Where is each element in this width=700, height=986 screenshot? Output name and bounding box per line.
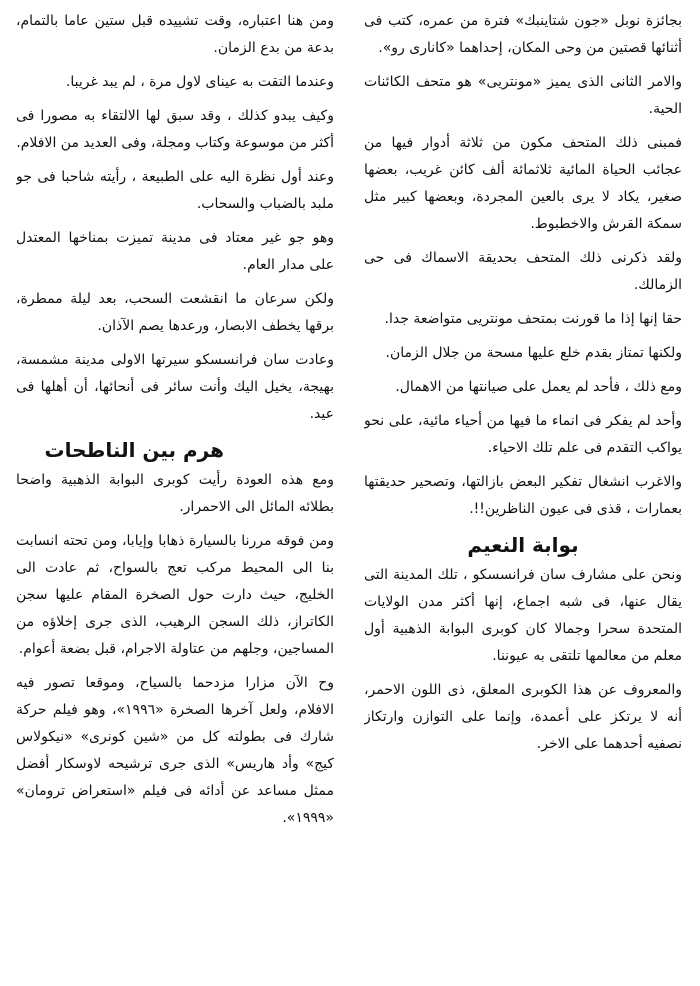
paragraph: والمعروف عن هذا الكوبرى المعلق، ذى اللون الاحمر، أنه لا يرتكز على أعمدة، وإنما على التوازن وارتكاز نصفيه أحدهما على الاخر. (364, 682, 682, 752)
paragraph: وح الآن مزارا مزدحما بالسياح، وموقعا تصور فيه الافلام، ولعل آخرها الصخرة «١٩٩٦»، وهو فيلم حركة شارك فى بطولته كل من «شين كونرى» «نيكولاس كيج» وأد هاريس» الذى جرى ترشيحه لاوسكار أفضل ممثل مساعد عن أدائه فى فيلم «استعراض ترومان» «١٩٩٩». (16, 675, 334, 826)
paragraph: ومع هذه العودة رأيت كوبرى البوابة الذهبية واضحا بطلائه المائل الى الاحمرار. (16, 472, 334, 515)
paragraph: وعادت سان فرانسسكو سيرتها الاولى مدينة مشمسة، بهيجة، يخيل اليك وأنت سائر فى أنحائها، أن أهلها فى عيد. (16, 352, 334, 422)
paragraph: ومن فوقه مررنا بالسيارة ذهابا وإيابا، ومن تحته انسابت بنا الى المحيط مركب تعج بالسواح، ثم عادت الى الخليج، حيث دارت حول الصخرة المقام عليها سجن الكاتراز، ذلك السجن الرهيب، الذى جرى إخلاؤه من المساجين، وجلهم من عتاولة الاجرام، قبل بضعة أعوام. (16, 533, 334, 657)
section-heading-pyramid: هرم بين الناطحات (44, 438, 224, 462)
paragraph: ولقد ذكرنى ذلك المتحف بحديقة الاسماك فى حى الزمالك. (364, 250, 682, 293)
paragraph: ومن هنا اعتباره، وقت تشييده قبل ستين عاما بالتمام، بدعة من بدع الزمان. (16, 13, 334, 56)
left-column (16, 8, 334, 978)
paragraph: فمبنى ذلك المتحف مكون من ثلاثة أدوار فيها من عجائب الحياة المائية ثلاثمائة ألف كائن غريب، بعضها صغير، يكاد لا يرى بالعين المجردة، وبعضها كبير مثل سمكة القرش والاخطبوط. (364, 135, 682, 232)
paragraph: وهو جو غير معتاد فى مدينة تميزت بمناخها المعتدل على مدار العام. (16, 230, 334, 273)
paragraph: ولكن سرعان ما انقشعت السحب، بعد ليلة ممطرة، برقها يخطف الابصار، ورعدها يصم الآذان. (16, 291, 334, 334)
paragraph: وعند أول نظرة اليه على الطبيعة ، رأيته شاحبا فى جو ملبد بالضباب والسحاب. (16, 169, 334, 212)
paragraph: ومع ذلك ، فأحد لم يعمل على صيانتها من الاهمال. (395, 379, 682, 395)
paragraph: ولكنها تمتاز بقدم خلع عليها مسحة من جلال الزمان. (385, 345, 682, 361)
right-column (364, 8, 682, 978)
paragraph: حقا إنها إذا ما قورنت بمتحف مونتريى متواضعة جدا. (384, 311, 682, 327)
paragraph: والامر الثانى الذى يميز «مونتريى» هو متحف الكائنات الحية. (364, 74, 682, 117)
paragraph: ونحن على مشارف سان فرانسسكو ، تلك المدينة التى يقال عنها، فى شبه اجماع، إنها أكثر مدن الولايات المتحدة سحرا وجمالا كان كوبرى البوابة الذهبية أول معلم من معالمها تلتقى به عيوننا. (364, 567, 682, 664)
paragraph: وأحد لم يفكر فى انماء ما فيها من أحياء مائية، على نحو يواكب التقدم فى علم تلك الاحياء. (364, 413, 682, 456)
paragraph: وكيف يبدو كذلك ، وقد سبق لها الالتقاء به مصورا فى أكثر من موسوعة وكتاب ومجلة، وفى العديد من الافلام. (16, 108, 334, 151)
paragraph: وعندما التقت به عيناى لاول مرة ، لم يبد غريبا. (65, 74, 334, 90)
section-heading-golden-gate: بوابة النعيم (467, 533, 579, 557)
paragraph: بجائزة نوبل «جون شتاينبك» فترة من عمره، كتب فى أثنائها قصتين من وحى المكان، إحداهما «كانارى رو». (364, 13, 682, 56)
paragraph: والاغرب انشغال تفكير البعض بازالتها، وتصحير حديقتها بعمارات ، قذى فى عيون الناظرين!!. (364, 474, 682, 517)
